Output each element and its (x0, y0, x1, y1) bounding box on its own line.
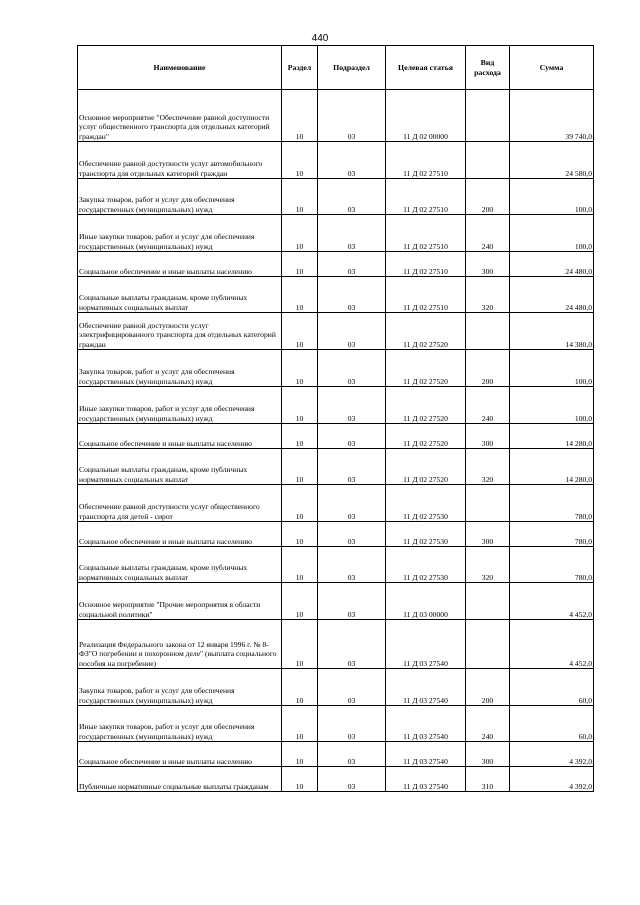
row-section: 10 (282, 424, 318, 449)
row-type: 200 (466, 350, 510, 387)
row-name: Социальные выплаты гражданам, кроме публичных нормативных социальных выплат (78, 277, 282, 313)
row-section: 10 (282, 90, 318, 142)
row-sum: 4 452,0 (510, 583, 594, 620)
row-subsection: 03 (318, 179, 386, 215)
row-type (466, 90, 510, 142)
row-type: 240 (466, 387, 510, 424)
row-target: 11 Д 02 27510 (386, 277, 466, 313)
page-number: 440 (311, 33, 329, 44)
header-row (78, 46, 594, 90)
table-row (78, 522, 594, 547)
row-type: 300 (466, 252, 510, 277)
row-target: 11 Д 02 00000 (386, 90, 466, 142)
table-row (78, 313, 594, 350)
row-section: 10 (282, 142, 318, 179)
row-sum: 60,0 (510, 669, 594, 706)
header-section: Раздел (282, 46, 318, 90)
row-target: 11 Д 02 27520 (386, 449, 466, 485)
row-subsection: 03 (318, 767, 386, 792)
row-target: 11 Д 02 27530 (386, 522, 466, 547)
row-section: 10 (282, 179, 318, 215)
row-section: 10 (282, 620, 318, 669)
budget-table (77, 45, 594, 792)
table-row (78, 252, 594, 277)
row-target: 11 Д 03 27540 (386, 767, 466, 792)
row-sum: 780,0 (510, 485, 594, 522)
row-type: 200 (466, 669, 510, 706)
row-subsection: 03 (318, 485, 386, 522)
row-section: 10 (282, 767, 318, 792)
row-sum: 14 280,0 (510, 449, 594, 485)
row-target: 11 Д 03 27540 (386, 706, 466, 742)
row-sum: 780,0 (510, 522, 594, 547)
row-type: 300 (466, 424, 510, 449)
row-name: Закупка товаров, работ и услуг для обеспечения государственных (муниципальных) нужд (78, 669, 282, 706)
row-sum: 14 380,0 (510, 313, 594, 350)
row-type (466, 313, 510, 350)
row-section: 10 (282, 669, 318, 706)
row-target: 11 Д 02 27510 (386, 142, 466, 179)
row-target: 11 Д 02 27530 (386, 547, 466, 583)
row-target: 11 Д 03 00000 (386, 583, 466, 620)
row-target: 11 Д 02 27510 (386, 252, 466, 277)
row-subsection: 03 (318, 706, 386, 742)
row-subsection: 03 (318, 583, 386, 620)
row-name: Закупка товаров, работ и услуг для обеспечения государственных (муниципальных) нужд (78, 350, 282, 387)
row-type: 300 (466, 522, 510, 547)
row-type: 240 (466, 706, 510, 742)
row-section: 10 (282, 449, 318, 485)
row-type: 240 (466, 215, 510, 252)
row-target: 11 Д 02 27520 (386, 424, 466, 449)
row-sum: 100,0 (510, 387, 594, 424)
table-row (78, 547, 594, 583)
row-name: Обеспечение равной доступности услуг электрифицированного транспорта для отдельных категорий граждан (78, 313, 282, 350)
row-section: 10 (282, 313, 318, 350)
row-section: 10 (282, 252, 318, 277)
row-subsection: 03 (318, 547, 386, 583)
table-row (78, 767, 594, 792)
row-sum: 100,0 (510, 215, 594, 252)
row-sum: 100,0 (510, 179, 594, 215)
row-target: 11 Д 03 27540 (386, 620, 466, 669)
table-row (78, 742, 594, 767)
row-name: Социальное обеспечение и иные выплаты населению (78, 424, 282, 449)
row-sum: 60,0 (510, 706, 594, 742)
row-sum: 100,0 (510, 350, 594, 387)
row-type: 320 (466, 449, 510, 485)
row-section: 10 (282, 350, 318, 387)
table-row (78, 350, 594, 387)
table-row (78, 706, 594, 742)
row-name: Иные закупки товаров, работ и услуг для обеспечения государственных (муниципальных) нужд (78, 215, 282, 252)
row-subsection: 03 (318, 387, 386, 424)
row-name: Закупка товаров, работ и услуг для обеспечения государственных (муниципальных) нужд (78, 179, 282, 215)
row-name: Иные закупки товаров, работ и услуг для обеспечения государственных (муниципальных) нужд (78, 387, 282, 424)
row-target: 11 Д 03 27540 (386, 742, 466, 767)
table-row (78, 485, 594, 522)
table-row (78, 179, 594, 215)
header-sum: Сумма (510, 46, 594, 90)
row-target: 11 Д 02 27520 (386, 387, 466, 424)
table-row (78, 449, 594, 485)
row-subsection: 03 (318, 669, 386, 706)
row-name: Социальные выплаты гражданам, кроме публичных нормативных социальных выплат (78, 449, 282, 485)
row-section: 10 (282, 583, 318, 620)
table-row (78, 387, 594, 424)
row-sum: 780,0 (510, 547, 594, 583)
row-subsection: 03 (318, 522, 386, 547)
row-name: Социальные выплаты гражданам, кроме публичных нормативных социальных выплат (78, 547, 282, 583)
row-subsection: 03 (318, 277, 386, 313)
row-name: Социальное обеспечение и иные выплаты населению (78, 742, 282, 767)
row-subsection: 03 (318, 350, 386, 387)
row-name: Социальное обеспечение и иные выплаты населению (78, 252, 282, 277)
row-target: 11 Д 02 27530 (386, 485, 466, 522)
row-type (466, 142, 510, 179)
row-subsection: 03 (318, 620, 386, 669)
row-sum: 24 480,0 (510, 277, 594, 313)
row-target: 11 Д 03 27540 (386, 669, 466, 706)
table-row (78, 215, 594, 252)
row-section: 10 (282, 485, 318, 522)
row-type (466, 485, 510, 522)
row-sum: 24 480,0 (510, 252, 594, 277)
row-name: Основное мероприятие "Обеспечение равной доступности услуг общественного транспорта для отдельных категорий граждан" (78, 90, 282, 142)
row-section: 10 (282, 215, 318, 252)
row-section: 10 (282, 277, 318, 313)
row-name: Основное мероприятие "Прочие мероприятия в области социальной политики" (78, 583, 282, 620)
header-name: Наименование (78, 46, 282, 90)
table-row (78, 142, 594, 179)
row-subsection: 03 (318, 742, 386, 767)
table-row (78, 277, 594, 313)
row-subsection: 03 (318, 142, 386, 179)
row-section: 10 (282, 706, 318, 742)
row-type: 320 (466, 547, 510, 583)
row-subsection: 03 (318, 215, 386, 252)
row-sum: 39 740,0 (510, 90, 594, 142)
header-target: Целевая статья (386, 46, 466, 90)
row-sum: 14 280,0 (510, 424, 594, 449)
row-type: 300 (466, 742, 510, 767)
row-name: Обеспечение равной доступности услуг автомобильного транспорта для отдельных категорий граждан (78, 142, 282, 179)
row-section: 10 (282, 522, 318, 547)
table-row (78, 90, 594, 142)
row-subsection: 03 (318, 90, 386, 142)
row-name: Иные закупки товаров, работ и услуг для обеспечения государственных (муниципальных) нужд (78, 706, 282, 742)
row-type (466, 620, 510, 669)
header-type: Вид расхода (466, 46, 510, 90)
row-sum: 4 392,0 (510, 742, 594, 767)
row-target: 11 Д 02 27510 (386, 215, 466, 252)
table-row (78, 583, 594, 620)
row-subsection: 03 (318, 313, 386, 350)
row-sum: 4 452,0 (510, 620, 594, 669)
row-target: 11 Д 02 27520 (386, 350, 466, 387)
table-row (78, 620, 594, 669)
row-subsection: 03 (318, 252, 386, 277)
table-row (78, 669, 594, 706)
row-target: 11 Д 02 27510 (386, 179, 466, 215)
row-target: 11 Д 02 27520 (386, 313, 466, 350)
row-subsection: 03 (318, 449, 386, 485)
row-type: 320 (466, 277, 510, 313)
row-section: 10 (282, 742, 318, 767)
row-name: Реализация Федерального закона от 12 января 1996 г. № 8-ФЗ"О погребении и похоронном деле" (выплата социального пособия на погребение) (78, 620, 282, 669)
row-type: 200 (466, 179, 510, 215)
row-name: Обеспечение равной доступности услуг общественного транспорта для детей - сирот (78, 485, 282, 522)
row-name: Социальное обеспечение и иные выплаты населению (78, 522, 282, 547)
row-subsection: 03 (318, 424, 386, 449)
header-subsection: Подраздел (318, 46, 386, 90)
row-section: 10 (282, 547, 318, 583)
row-sum: 24 580,0 (510, 142, 594, 179)
row-sum: 4 392,0 (510, 767, 594, 792)
row-type: 310 (466, 767, 510, 792)
row-section: 10 (282, 387, 318, 424)
row-type (466, 583, 510, 620)
row-name: Публичные нормативные социальные выплаты гражданам (78, 767, 282, 792)
table-row (78, 424, 594, 449)
